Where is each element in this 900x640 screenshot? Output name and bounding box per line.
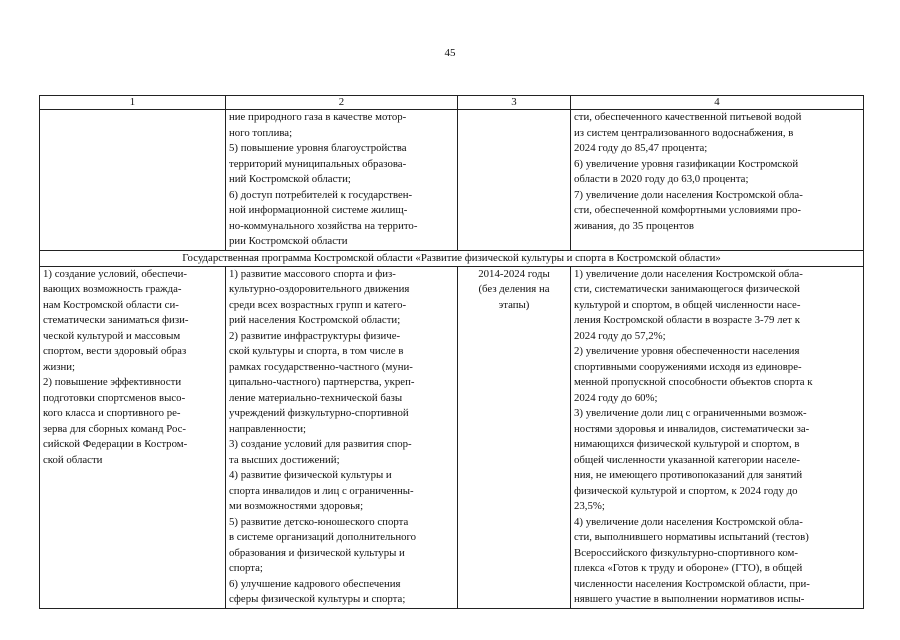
- text-line: подготовки спортсменов высо-: [43, 391, 186, 404]
- text-line: культурой и спортом, в общей численности насе-: [574, 298, 801, 311]
- text-line: этапы): [498, 298, 530, 311]
- text-line: нявшего участие в выполнении нормативов испы-: [574, 593, 805, 605]
- section-row: [40, 250, 864, 266]
- row2-col3-cell: [458, 266, 571, 608]
- text-line: 5) повышение уровня благоустройства: [229, 142, 407, 154]
- text-line: спорта;: [229, 562, 263, 574]
- row2-col4-cell: [571, 266, 864, 608]
- text-line: культурно-оздоровительного движения: [229, 283, 410, 295]
- text-line: общей численности указанной категории населе-: [574, 453, 801, 466]
- text-line: ческой культурой и массовым: [43, 329, 181, 342]
- text-line: но-коммунального хозяйства на террито-: [229, 219, 418, 232]
- text-line: области в 2020 году до 63,0 процента;: [574, 173, 749, 185]
- text-line: 6) доступ потребителей к государствен-: [229, 188, 413, 201]
- row2-col2-cell: [226, 266, 458, 608]
- table-row: [40, 266, 864, 608]
- text-line: ление материально-технической базы: [229, 391, 403, 404]
- text-line: сти, систематически занимающегося физической: [574, 283, 800, 295]
- text-line: спортом, вести здоровый образ: [43, 345, 187, 357]
- text-line: численности населения Костромской области, при-: [574, 577, 810, 590]
- text-line: сферы физической культуры и спорта;: [229, 593, 406, 605]
- text-line: ципально-частного) партнерства, укреп-: [229, 376, 415, 388]
- text-line: физической культурой и спортом, к 2024 году до: [574, 484, 798, 497]
- text-line: 6) улучшение кадрового обеспечения: [229, 577, 401, 590]
- text-line: сти, обеспеченной комфортными условиями про-: [574, 204, 801, 216]
- text-line: плекса «Готов к труду и обороне» (ГТО), в общей: [574, 562, 803, 574]
- text-line: 2) развитие инфраструктуры физиче-: [229, 329, 401, 342]
- text-line: ской области: [43, 453, 103, 466]
- text-line: из систем централизованного водоснабжения, в: [574, 126, 794, 139]
- text-line: спортивными сооружениями исходя из единовре-: [574, 360, 802, 373]
- text-line: (без деления на: [478, 283, 550, 295]
- text-line: 2024 году до 85,47 процента;: [574, 142, 708, 154]
- text-line: жизни;: [43, 360, 76, 373]
- text-line: территорий муниципальных образова-: [229, 157, 407, 170]
- text-line: 6) увеличение уровня газификации Костромской: [574, 157, 799, 170]
- text-line: учреждений физкультурно-спортивной: [229, 407, 409, 419]
- text-line: ния, не имеющего противопоказаний для занятий: [574, 469, 803, 481]
- text-line: ской культуры и спорта, в том числе в: [229, 345, 404, 357]
- text-line: 2024 году до 60%;: [574, 391, 658, 404]
- table-row: [40, 110, 864, 251]
- text-line: стематически заниматься физи-: [43, 314, 189, 326]
- text-line: рамках государственно-частного (муни-: [229, 360, 413, 373]
- header-cell-2: 2: [226, 96, 458, 110]
- text-line: сти, выполнившего нормативы испытаний (тестов): [574, 531, 809, 543]
- text-line: Всероссийского физкультурно-спортивного ком-: [574, 546, 798, 559]
- text-line: 1) развитие массового спорта и физ-: [229, 267, 396, 280]
- text-line: 3) увеличение доли лиц с ограниченными возмож-: [574, 407, 807, 419]
- text-line: 2) повышение эффективности: [43, 376, 182, 388]
- text-line: ной информационной системе жилищ-: [229, 204, 408, 216]
- text-line: менной пропускной способности объектов спорта к: [574, 376, 813, 388]
- text-line: образования и физической культуры и: [229, 546, 405, 559]
- text-line: сти, обеспеченного качественной питьевой водой: [574, 111, 802, 123]
- text-line: ми возможностями здоровья;: [229, 500, 364, 512]
- header-cell-1: 1: [40, 96, 226, 110]
- text-line: 23,5%;: [574, 500, 605, 512]
- text-line: среди всех возрастных групп и катего-: [229, 298, 407, 311]
- text-line: нимающихся физической культурой и спортом, в: [574, 438, 800, 450]
- text-line: нам Костромской области си-: [43, 298, 179, 311]
- text-line: ний Костромской области;: [229, 173, 351, 185]
- text-line: 2024 году до 57,2%;: [574, 329, 666, 342]
- text-line: вающих возможность гражда-: [43, 283, 182, 295]
- text-line: кого класса и спортивного ре-: [43, 407, 181, 419]
- text-line: 5) развитие детско-юношеского спорта: [229, 515, 409, 528]
- text-line: 4) развитие физической культуры и: [229, 469, 392, 481]
- text-line: 2014-2024 годы: [478, 267, 550, 280]
- text-line: рий населения Костромской области;: [229, 314, 401, 326]
- page-number: 45: [444, 47, 456, 59]
- text-line: 4) увеличение доли населения Костромской обла-: [574, 515, 803, 528]
- text-line: ления Костромской области в возрасте 3-79 лет к: [574, 314, 800, 326]
- section-title: Государственная программа Костромской области «Развитие физической культуры и спорта в Костромской области»: [40, 250, 864, 266]
- text-line: ностями здоровья и инвалидов, систематически за-: [574, 422, 810, 435]
- text-line: спорта инвалидов и лиц с ограниченны-: [229, 484, 414, 497]
- text-line: рии Костромской области: [229, 235, 348, 247]
- header-cell-3: 3: [458, 96, 571, 110]
- text-line: зерва для сборных команд Рос-: [43, 422, 186, 435]
- text-line: 2) увеличение уровня обеспеченности населения: [574, 345, 800, 357]
- row2-col1-cell: [40, 266, 226, 608]
- text-line: 1) увеличение доли населения Костромской обла-: [574, 267, 803, 280]
- text-line: 1) создание условий, обеспечи-: [43, 267, 188, 280]
- row1-col3-cell: [458, 110, 571, 251]
- header-cell-4: 4: [571, 96, 864, 110]
- text-line: та высших достижений;: [229, 453, 340, 466]
- row1-col1-cell: [40, 110, 226, 251]
- row1-col4-cell: [571, 110, 864, 251]
- text-line: ного топлива;: [229, 126, 293, 139]
- text-line: 3) создание условий для развития спор-: [229, 438, 412, 450]
- text-line: ние природного газа в качестве мотор-: [229, 111, 407, 123]
- text-line: живания, до 35 процентов: [574, 219, 694, 232]
- text-line: сийской Федерации в Костром-: [43, 438, 188, 450]
- program-table: [39, 95, 864, 609]
- row1-col2-cell: [226, 110, 458, 251]
- column-number-row: [40, 96, 864, 110]
- text-line: направленности;: [229, 422, 307, 435]
- text-line: в системе организаций дополнительного: [229, 531, 417, 543]
- text-line: 7) увеличение доли населения Костромской обла-: [574, 188, 803, 201]
